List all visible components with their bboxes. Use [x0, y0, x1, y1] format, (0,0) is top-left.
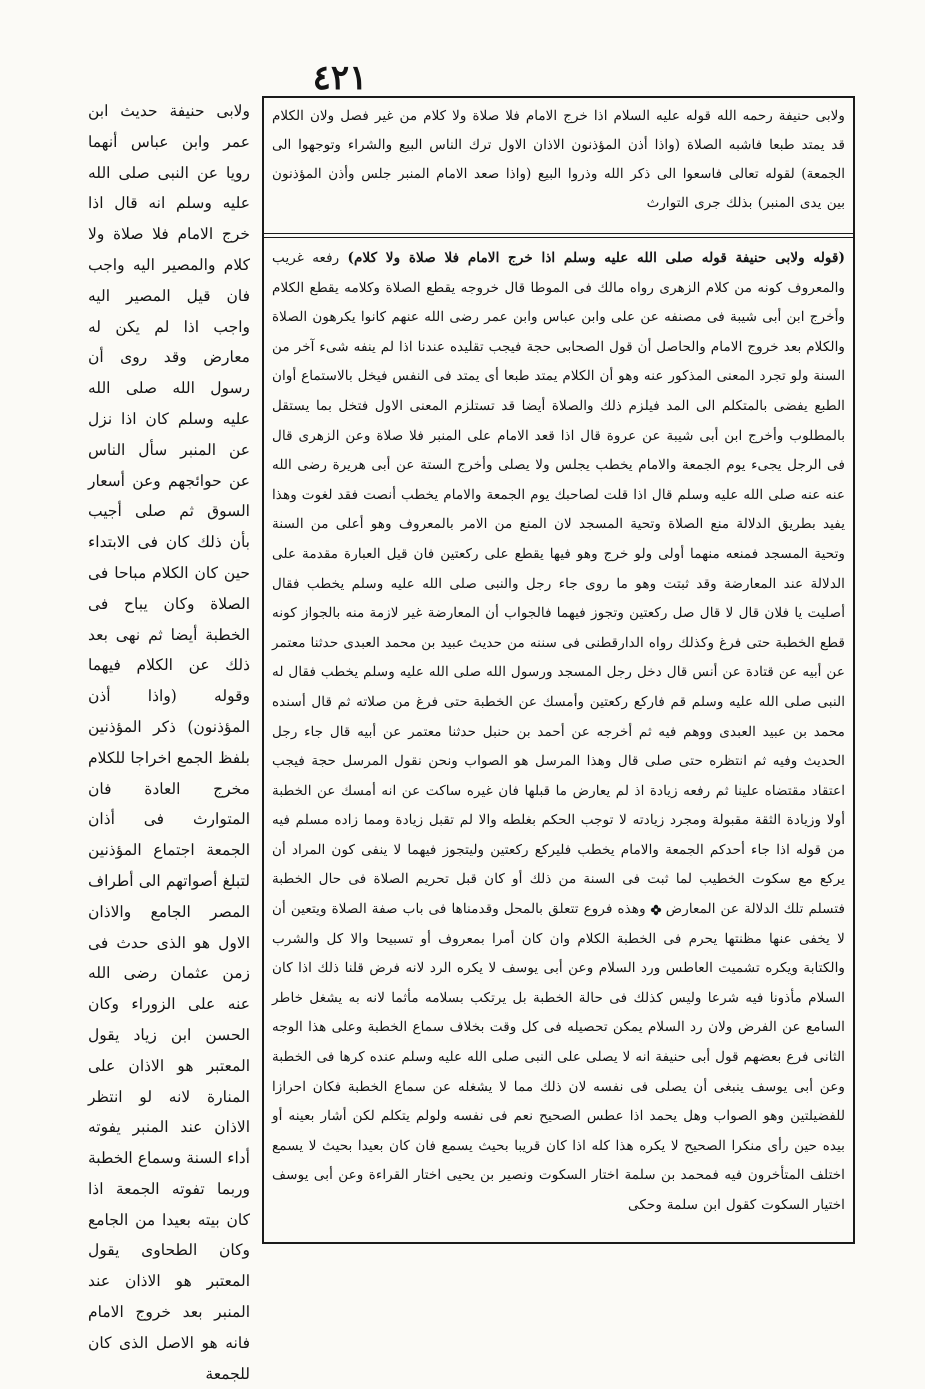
divider-rule-bottom — [264, 237, 853, 238]
page-number: ٤٢١ — [312, 58, 368, 98]
commentary-opening: (قوله ولابى حنيفة قوله صلى الله عليه وسلم اذا خرج الامام فلا صلاة ولا كلام) — [347, 250, 846, 266]
commentary-body-first: رفعه غريب والمعروف كونه من كلام الزهرى رواه مالك فى الموطا قال خروجه يقطع الصلاة وكلامه يقطع الكلام وأخرج ابن أبى شيبة فى مصنفه عن على وابن عباس وابن عمر رضى الله عنهم كانوا يكرهون الصلاة والكلام بعد خروج الامام والحاصل أن قول الصحابى حجة فيجب تقليده عندنا اذا لم ينفه شىء آخر من السنة ولو تجرد المعنى المذكور عنه وهو أن الكلام يمتد طبعا أى يمتد فى النفس فيخل بالاستماع أوان الطبع يفضى بالمتكلم الى المد فيلزم ذلك والصلاة أيضا قد تستلزم المعنى الاول فتخل بما يستقل بالمطلوب وأخرج ابن أبى شيبة عن عروة قال اذا قعد الامام على المنبر فلا صلاة وعن الزهرى قال فى الرجل يجىء يوم الجمعة والامام يخطب يجلس ولا يصلى وأخرج الستة عن أبى هريرة رضى الله عنه عنه صلى الله عليه وسلم قال اذا قلت لصاحبك يوم الجمعة والامام يخطب أنصت فقد لغوت وهذا يفيد بطريق الدلالة منع الصلاة وتحية المسجد لان المنع من الامر بالمعروف وهو أعلى من السنة وتحية المسجد فمنعه منهما أولى ولو خرج وهو فيها يقطع على ركعتين فان قيل العبارة مقدمة على الدلالة عند المعارضة وقد ثبتت وهو ما روى جاء رجل والنبى صلى الله عليه وسلم يخطب فقال أصليت يا فلان قال لا قال صل ركعتين وتجوز فيهما فالجواب أن المعارضة غير لازمة منه بالجواز كونه قطع الخطبة حتى فرغ وكذلك رواه الدارقطنى فى سننه من حديث عبيد بن محمد العبدى حدثنا معتمر عن أبيه عن قتادة عن أنس قال دخل رجل المسجد ورسول الله صلى الله عليه وسلم يخطب فقال له النبى صلى الله عليه وسلم قم فاركع ركعتين وأمسك عن الخطبة حتى فرغ من صلاته ثم قال أسنده محمد بن عبيد العبدى ووهم فيه ثم أخرجه عن أحمد بن حنبل حدثنا معتمر عن أبيه قال جاء رجل الحديث وفيه ثم انتظره حتى صلى قال وهذا المرسل هو الصواب ونحن نقول المرسل حجة فيجب اعتقاد مقتضاه علينا ثم رفعه زيادة اذ لم يعارض ما قبلها فان غيره ساكت عن انه أمسك عن الخطبة أولا وزيادة الثقة مقبولة ومجرد زيادته لا توجب الحكم بغلطه والا لم تقبل زيادة ومما زاده مسلم فيه من قوله اذا جاء أحدكم الجمعة والامام يخطب فليركع ركعتين وليتجوز فيهما لا ينفى كون المراد أن يركع مع سكوت الخطيب لما ثبت فى السنة من ذلك أو كان قبل تحريم الصلاة فى حال الخطبة فتسلم تلك الدلالة عن المعارض — [272, 250, 846, 918]
main-text-frame — [262, 96, 855, 1244]
divider-rule-top — [264, 233, 853, 234]
flower-ornament-icon — [650, 904, 662, 916]
main-text-matn: ولابى حنيفة رحمه الله قوله عليه السلام اذا خرج الامام فلا صلاة ولا كلام من غير فصل ولان الكلام قد يمتد طبعا فاشبه الصلاة (واذا أذن المؤذنون الاذان الاول ترك الناس البيع والشراء وتوجهوا الى الجمعة) لقوله تعالى فاسعوا الى ذكر الله وذروا البيع (واذا صعد الامام المنبر جلس وأذن المؤذنون بين يدى المنبر) بذلك جرى التوارث — [272, 108, 845, 211]
commentary-sharh — [272, 244, 845, 1238]
margin-commentary: ولابى حنيفة حديث ابن عمر وابن عباس أنهما رويا عن النبى صلى الله عليه وسلم انه قال اذا خرج الامام فلا صلاة ولا كلام والمصير اليه واجب فان قيل المصير اليه واجب اذا لم يكن له معارض وقد روى أن رسول الله صلى الله عليه وسلم كان اذا نزل عن المنبر سأل الناس عن حوائجهم وعن أسعار السوق ثم صلى أجيب بأن ذلك كان فى الابتداء حين كان الكلام مباحا فى الصلاة وكان يباح فى الخطبة أيضا ثم نهى بعد ذلك عن الكلام فيهما وقوله (واذا أذن المؤذنون) ذكر المؤذنين بلفظ الجمع اخراجا للكلام مخرج العادة فان المتوارث فى أذان الجمعة اجتماع المؤذنين لتبلغ أصواتهم الى أطراف المصر الجامع والاذان الاول هو الذى حدث فى زمن عثمان رضى الله عنه على الزوراء وكان الحسن ابن زياد يقول المعتبر هو الاذان على المنارة لانه لو انتظر الاذان عند المنبر يفوته أداء السنة وسماع الخطبة وربما تفوته الجمعة اذا كان بيته بعيدا من الجامع وكان الطحاوى يقول المعتبر هو الاذان عند المنبر بعد خروج الامام فانه هو الاصل الذى كان للجمعة — [88, 102, 250, 1383]
commentary-body-second: وهذه فروع تتعلق بالمحل وقدمناها فى باب صفة الصلاة ويتعين أن لا يخفى عنها مظنتها يحرم فى الخطبة الكلام وان كان أمرا بمعروف أو تسبيحا والا كل والشرب والكتابة ويكره تشميت العاطس ورد السلام وعن أبى يوسف لا يكره الرد لانه فرض قلنا ذلك اذا كان السلام مأذونا فيه شرعا وليس كذلك فى حالة الخطبة بل يرتكب بسلامه مأثما لانه به يشغل خاطر السامع عن الفرض ولان رد السلام يمكن تحصيله فى كل وقت بخلاف سماع الخطبة وعلى هذا الوجه الثانى فرع بعضهم قول أبى حنيفة انه لا يصلى على النبى صلى الله عليه وسلم عنده كرها فى الخطبة وعن أبى يوسف ينبغى أن يصلى فى نفسه لان ذلك مما لا يشغله عن سماع الخطبة فكان احرازا للفضيلتين وهو الصواب وهل يحمد اذا عطس الصحيح نعم فى نفسه ولولم يتكلم لكن أشار بعينه أو بيده حين رأى منكرا الصحيح لا يكره هذا كله اذا كان قريبا بحيث يسمع فان كان بعيدا بحيث لا يسمع اختلف المتأخرون فيه فمحمد بن سلمة اختار السكوت ونصير بن يحيى اختار القراءة وعن أبى يوسف اختيار السكوت كقول ابن سلمة وحكى — [272, 901, 845, 1213]
